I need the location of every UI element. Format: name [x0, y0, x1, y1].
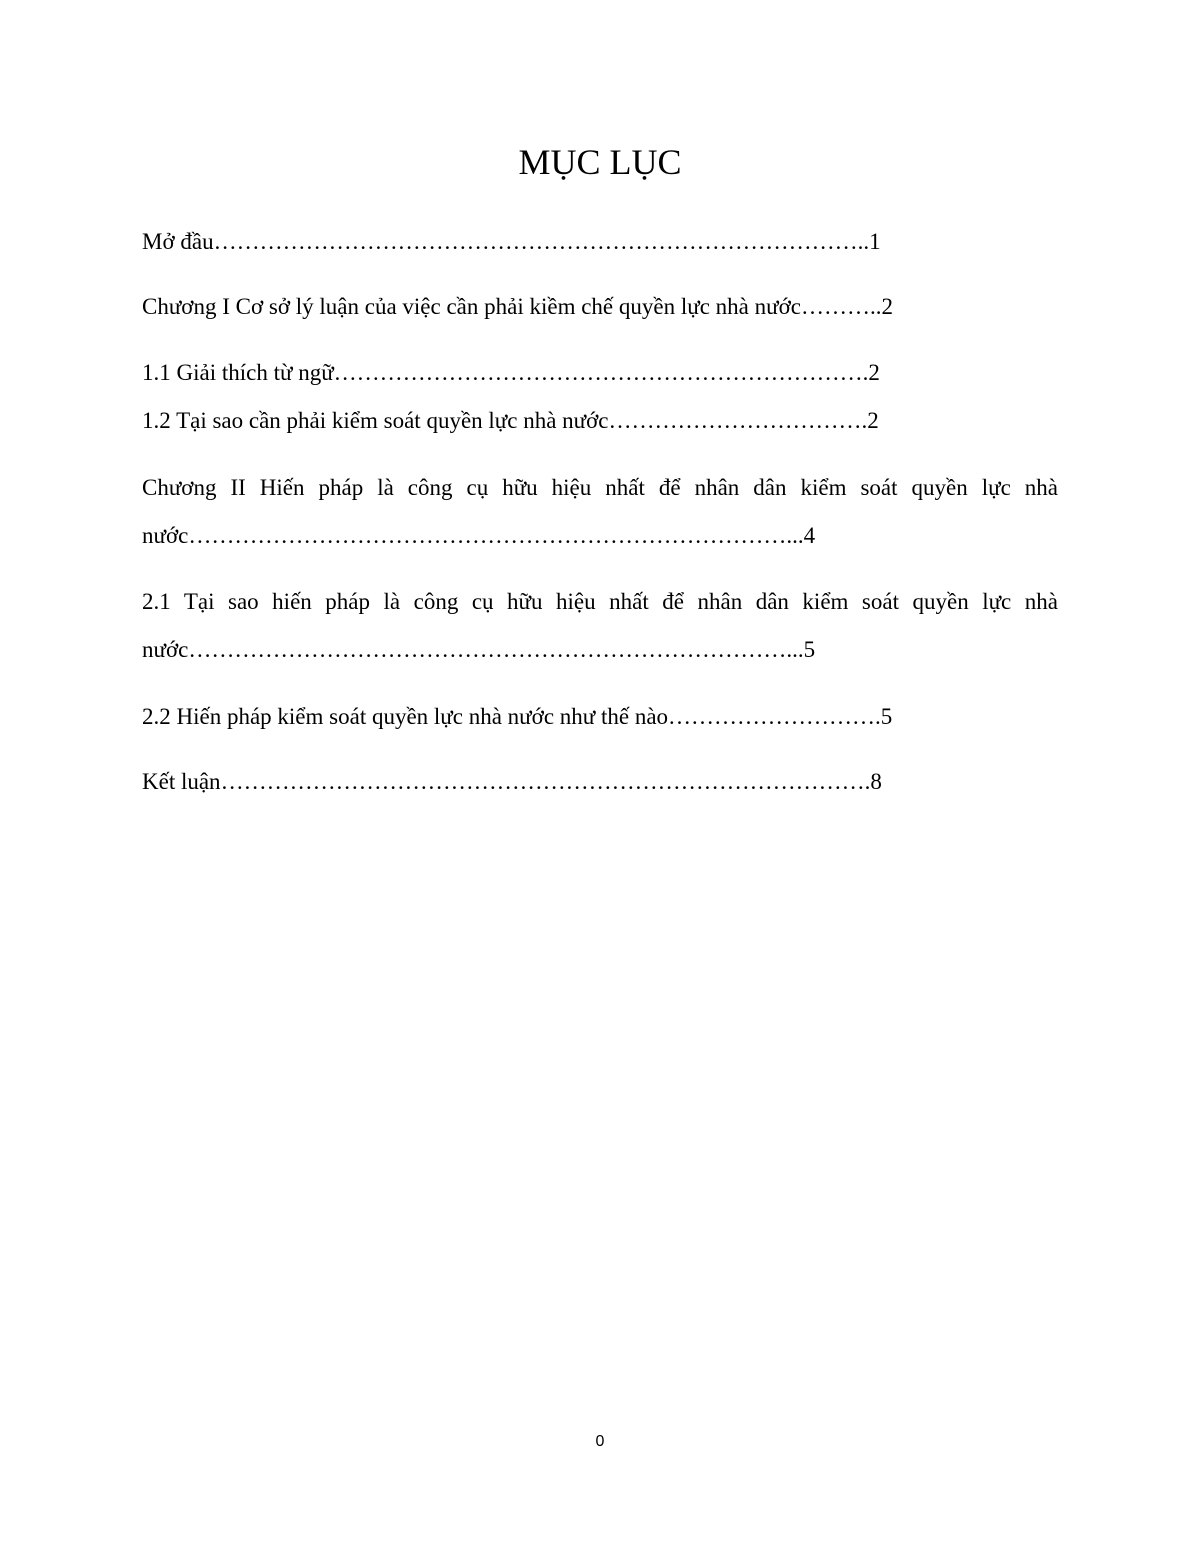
toc-title: MỤC LỤC — [518, 142, 682, 182]
toc-entry-page: 1 — [869, 229, 881, 254]
toc-entry-leader: ……………………………………………………………………... — [188, 523, 804, 548]
toc-entry-leader: ………………………. — [668, 704, 881, 729]
toc-entry-chuong-1[interactable] — [142, 292, 1058, 322]
toc-entry-page: 2 — [881, 294, 893, 319]
toc-entry-page: 4 — [803, 523, 816, 548]
toc-entry-mo-dau[interactable] — [142, 227, 1058, 257]
toc-entry-ket-luan[interactable] — [142, 767, 1058, 797]
toc-entry-label: Chương I Cơ sở lý luận của việc cần phải kiềm chế quyền lực nhà nước — [142, 294, 801, 319]
toc-entry-1-2[interactable] — [142, 406, 1058, 436]
toc-entry-1-1[interactable] — [142, 358, 1058, 388]
toc-entry-label: Mở đầu — [142, 229, 214, 254]
toc-entry-leader: ……………………………………………………………………... — [188, 637, 804, 662]
toc-entry-2-1[interactable] — [142, 578, 1058, 674]
page-number: 0 — [595, 1433, 605, 1450]
toc-entry-leader: ……………………………. — [608, 408, 868, 433]
toc-entry-label: 1.1 Giải thích từ ngữ — [142, 360, 334, 385]
toc-entry-leader: ………………………………………………………………………….. — [213, 229, 870, 254]
toc-entry-label: 1.2 Tại sao cần phải kiểm soát quyền lực nhà nước — [142, 408, 609, 433]
toc-entry-label: Chương II Hiến pháp là công cụ hữu hiệu nhất để nhân dân kiểm soát quyền lực nhà nước — [142, 475, 1058, 548]
toc-entry-leader: ……………………………………………………………. — [333, 360, 869, 385]
toc-entry-page: 2 — [867, 408, 879, 433]
toc-entry-label: Kết luận — [142, 769, 221, 794]
toc-entry-page: 5 — [803, 637, 816, 662]
toc-entry-leader: ……….. — [800, 294, 882, 319]
toc-entry-page: 2 — [868, 360, 880, 385]
toc-entry-page: 5 — [880, 704, 893, 729]
toc-entry-label: 2.2 Hiến pháp kiểm soát quyền lực nhà nước như thế nào — [142, 704, 669, 729]
toc-entry-label: 2.1 Tại sao hiến pháp là công cụ hữu hiệu nhất để nhân dân kiểm soát quyền lực nhà nước — [142, 589, 1058, 662]
toc-entry-page: 8 — [870, 769, 882, 794]
toc-entry-chuong-2[interactable] — [142, 464, 1058, 560]
toc-entry-leader: …………………………………………………………………………. — [220, 769, 871, 794]
toc-entry-2-2[interactable] — [142, 702, 1058, 732]
